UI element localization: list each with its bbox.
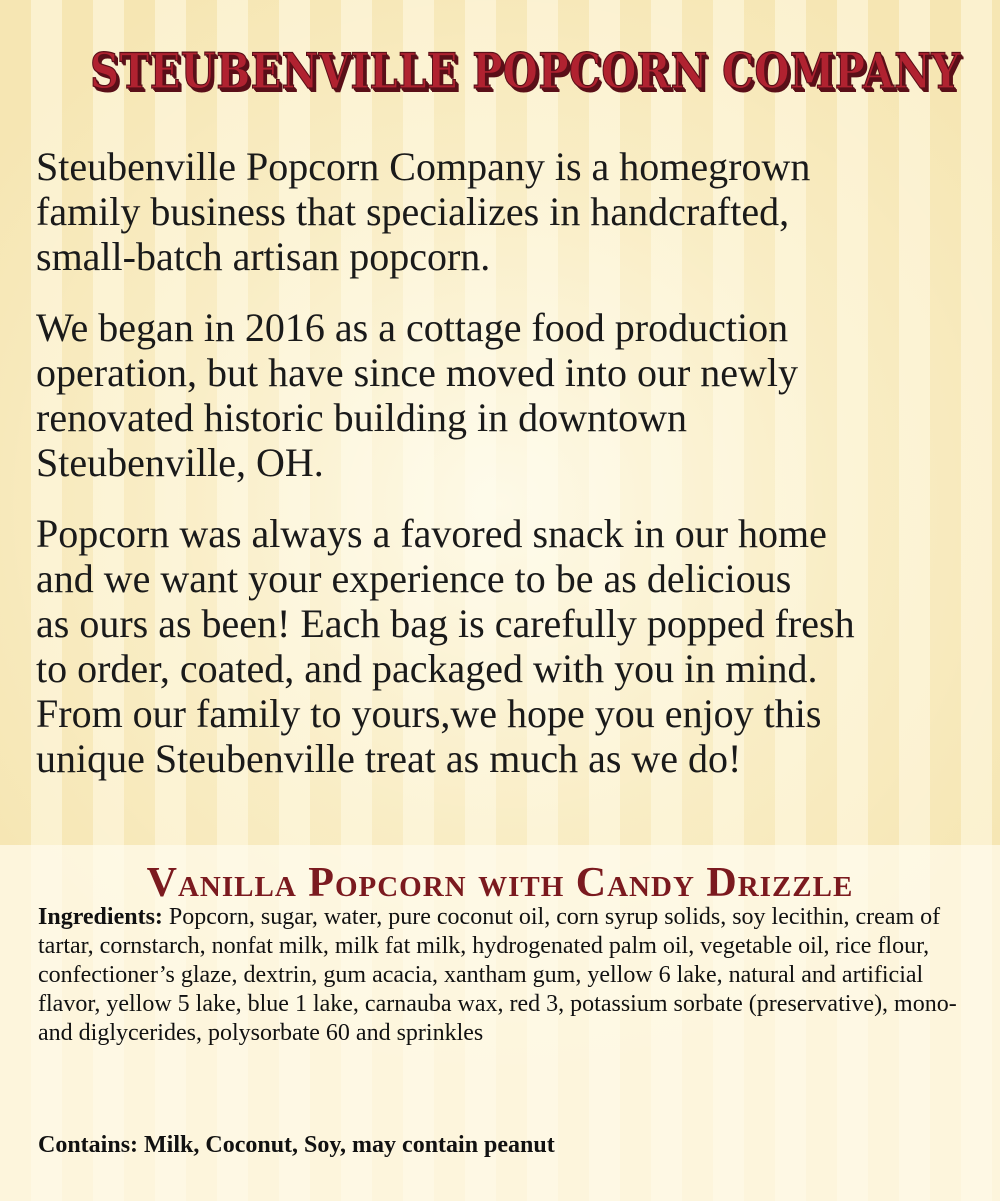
- product-title: Vanilla Popcorn with Candy Drizzle: [146, 860, 854, 906]
- intro-paragraph-3: Popcorn was always a favored snack in our home and we want your experience to be as delicious as ours as been! Each bag is carefully popped fresh to order, coated, and packaged with you in mind. From our family to yours,we hope you enjoy this unique Steubenville treat as much as we do!: [36, 511, 855, 781]
- ingredients-list: [38, 903, 968, 1048]
- intro-text: [36, 144, 986, 807]
- product-info-section: [0, 845, 1000, 1201]
- intro-paragraph-2: We began in 2016 as a cottage food production operation, but have since moved into our newly renovated historic building in downtown Steubenville, OH.: [36, 305, 799, 485]
- allergen-statement: Contains: Milk, Coconut, Soy, may contain peanut: [38, 1132, 555, 1158]
- intro-paragraph-1: Steubenville Popcorn Company is a homegrown family business that specializes in handcrafted, small-batch artisan popcorn.: [36, 144, 811, 279]
- ingredients-text: Popcorn, sugar, water, pure coconut oil, corn syrup solids, soy lecithin, cream of tartar, cornstarch, nonfat milk, milk fat milk, hydrogenated palm oil, vegetable oil, rice flour, confectioner’s glaze, dextrin, gum acacia, xantham gum, yellow 6 lake, natural and artificial flavor, yellow 5 lake, blue 1 lake, carnauba wax, red 3, potassium sorbate (preservative), mono- and diglycerides, polysorbate 60 and sprinkles: [38, 904, 957, 1046]
- ingredients-label: Ingredients:: [38, 904, 163, 930]
- company-title: STEUBENVILLE POPCORN COMPANY: [90, 42, 961, 100]
